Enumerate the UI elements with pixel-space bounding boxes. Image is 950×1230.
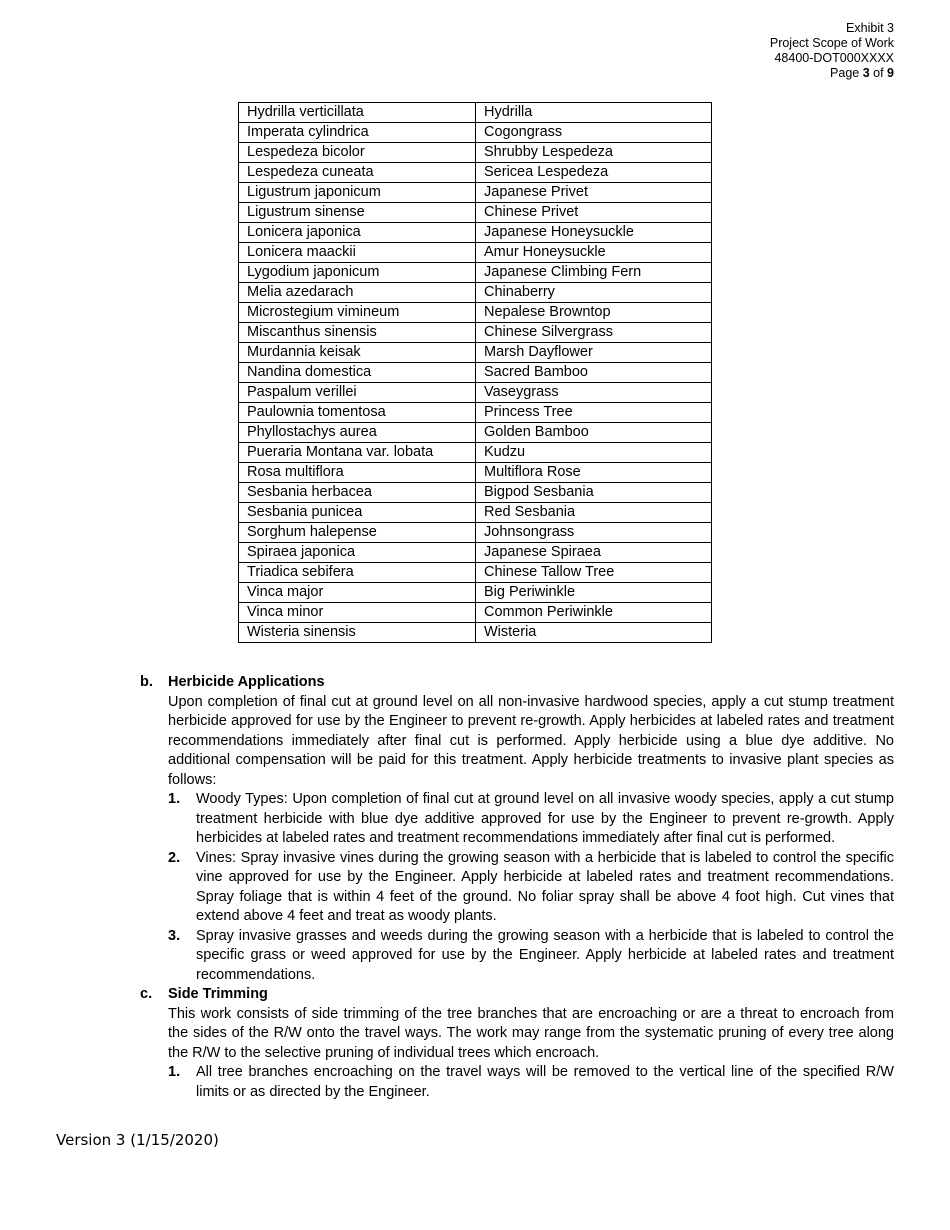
contract-number: 48400-DOT000XXXX: [774, 51, 894, 65]
section-herbicide-applications: [138, 673, 894, 985]
page-number: Page 3 of 9: [830, 66, 894, 80]
common-name-cell: Vaseygrass: [476, 383, 712, 403]
scientific-name-cell: Nandina domestica: [239, 363, 476, 383]
common-name-cell: Marsh Dayflower: [476, 343, 712, 363]
common-name-cell: Sericea Lespedeza: [476, 163, 712, 183]
common-name-cell: Japanese Privet: [476, 183, 712, 203]
scientific-name-cell: Vinca minor: [239, 603, 476, 623]
section-title: Side Trimming: [168, 986, 268, 1002]
common-name-cell: Big Periwinkle: [476, 583, 712, 603]
table-row: [239, 363, 712, 383]
version-footer: Version 3 (1/15/2020): [56, 1131, 219, 1149]
scientific-name-cell: Paspalum verillei: [239, 383, 476, 403]
table-row: [239, 163, 712, 183]
scientific-name-cell: Hydrilla verticillata: [239, 103, 476, 123]
table-row: [239, 263, 712, 283]
list-item-text: All tree branches encroaching on the travel ways will be removed to the vertical line of the specified R/W limits or as directed by the Engineer.: [196, 1064, 894, 1100]
list-item: [168, 1063, 894, 1102]
common-name-cell: Golden Bamboo: [476, 423, 712, 443]
list-item-text: Vines: Spray invasive vines during the growing season with a herbicide that is labeled to control the specific vine approved for use by the Engineer. Apply herbicide at labeled rates and treatment recommendations. Spray foliage that is within 4 feet of the ground. No foliar spray shall be above 4 foot high. Cut vines that extend above 4 feet and treat as woody plants.: [196, 849, 894, 924]
table-row: [239, 243, 712, 263]
scientific-name-cell: Sesbania punicea: [239, 503, 476, 523]
scientific-name-cell: Imperata cylindrica: [239, 123, 476, 143]
table-row: [239, 303, 712, 323]
common-name-cell: Chinese Silvergrass: [476, 323, 712, 343]
scientific-name-cell: Microstegium vimineum: [239, 303, 476, 323]
table-row: [239, 603, 712, 623]
scientific-name-cell: Triadica sebifera: [239, 563, 476, 583]
scientific-name-cell: Ligustrum japonicum: [239, 183, 476, 203]
section-paragraph: Upon completion of final cut at ground level on all non-invasive hardwood species, apply a cut stump treatment herbicide approved for use by the Engineer to prevent re-growth. Apply herbicides at labeled rates and treatment recommendations immediately after final cut is performed. Apply herbicide using a blue dye additive. No additional compensation will be paid for this treatment. Apply herbicide treatments to invasive plant species as follows:: [168, 693, 894, 788]
common-name-cell: Sacred Bamboo: [476, 363, 712, 383]
common-name-cell: Bigpod Sesbania: [476, 483, 712, 503]
table-row: [239, 523, 712, 543]
common-name-cell: Cogongrass: [476, 123, 712, 143]
common-name-cell: Amur Honeysuckle: [476, 243, 712, 263]
common-name-cell: Red Sesbania: [476, 503, 712, 523]
section-letter: c.: [140, 986, 153, 1002]
section-side-trimming: [138, 985, 894, 1102]
scientific-name-cell: Lonicera maackii: [239, 243, 476, 263]
scientific-name-cell: Wisteria sinensis: [239, 623, 476, 643]
common-name-cell: Common Periwinkle: [476, 603, 712, 623]
scientific-name-cell: Spiraea japonica: [239, 543, 476, 563]
table-row: [239, 483, 712, 503]
table-row: [239, 323, 712, 343]
scientific-name-cell: Lespedeza cuneata: [239, 163, 476, 183]
common-name-cell: Japanese Spiraea: [476, 543, 712, 563]
scientific-name-cell: Phyllostachys aurea: [239, 423, 476, 443]
table-row: [239, 543, 712, 563]
table-row: [239, 423, 712, 443]
scientific-name-cell: Sorghum halepense: [239, 523, 476, 543]
common-name-cell: Chinese Tallow Tree: [476, 563, 712, 583]
common-name-cell: Multiflora Rose: [476, 463, 712, 483]
table-row: [239, 503, 712, 523]
document-body: [138, 673, 894, 1102]
table-row: [239, 123, 712, 143]
scientific-name-cell: Lonicera japonica: [239, 223, 476, 243]
invasive-species-table: [238, 102, 712, 643]
table-row: [239, 383, 712, 403]
table-row: [239, 283, 712, 303]
scientific-name-cell: Vinca major: [239, 583, 476, 603]
scientific-name-cell: Lygodium japonicum: [239, 263, 476, 283]
common-name-cell: Japanese Climbing Fern: [476, 263, 712, 283]
table-row: [239, 403, 712, 423]
list-item: [168, 849, 894, 927]
list-item-text: Woody Types: Upon completion of final cut at ground level on all invasive woody species, apply a cut stump treatment herbicide with blue dye additive approved for use by the Engineer to prevent re-growth. Apply herbicides at labeled rates and treatment recommendations immediately after final cut is performed.: [196, 791, 894, 846]
common-name-cell: Wisteria: [476, 623, 712, 643]
list-item: [168, 927, 894, 986]
table-row: [239, 143, 712, 163]
common-name-cell: Kudzu: [476, 443, 712, 463]
list-item: [168, 790, 894, 849]
table-row: [239, 583, 712, 603]
list-item-text: Spray invasive grasses and weeds during the growing season with a herbicide that is labeled to control the specific grass or weed approved for use by the Engineer. Apply herbicide at labeled rates and treatment recommendations.: [196, 927, 894, 983]
scientific-name-cell: Ligustrum sinense: [239, 203, 476, 223]
exhibit-label: Exhibit 3: [846, 21, 894, 35]
page-header: [770, 21, 894, 81]
common-name-cell: Princess Tree: [476, 403, 712, 423]
common-name-cell: Hydrilla: [476, 103, 712, 123]
list-item-number: 2.: [168, 849, 181, 866]
table-row: [239, 563, 712, 583]
table-row: [239, 223, 712, 243]
scientific-name-cell: Rosa multiflora: [239, 463, 476, 483]
section-letter: b.: [140, 674, 153, 690]
scientific-name-cell: Miscanthus sinensis: [239, 323, 476, 343]
table-row: [239, 183, 712, 203]
common-name-cell: Chinaberry: [476, 283, 712, 303]
section-paragraph: This work consists of side trimming of the tree branches that are encroaching or are a threat to encroach from the sides of the R/W onto the travel ways. The work may range from the systematic pruning of every tree along the R/W to the selective pruning of individual trees which encroach.: [168, 1005, 894, 1061]
list-item-number: 1.: [168, 791, 181, 807]
scientific-name-cell: Pueraria Montana var. lobata: [239, 443, 476, 463]
scientific-name-cell: Sesbania herbacea: [239, 483, 476, 503]
scientific-name-cell: Lespedeza bicolor: [239, 143, 476, 163]
project-label: Project Scope of Work: [769, 36, 894, 50]
common-name-cell: Johnsongrass: [476, 523, 712, 543]
scientific-name-cell: Melia azedarach: [239, 283, 476, 303]
common-name-cell: Shrubby Lespedeza: [476, 143, 712, 163]
common-name-cell: Chinese Privet: [476, 203, 712, 223]
table-row: [239, 343, 712, 363]
table-row: [239, 463, 712, 483]
common-name-cell: Nepalese Browntop: [476, 303, 712, 323]
scientific-name-cell: Murdannia keisak: [239, 343, 476, 363]
common-name-cell: Japanese Honeysuckle: [476, 223, 712, 243]
table-row: [239, 623, 712, 643]
list-item-number: 3.: [168, 927, 181, 944]
scientific-name-cell: Paulownia tomentosa: [239, 403, 476, 423]
table-row: [239, 203, 712, 223]
table-row: [239, 103, 712, 123]
list-item-number: 1.: [168, 1064, 181, 1080]
table-row: [239, 443, 712, 463]
section-title: Herbicide Applications: [168, 674, 325, 690]
